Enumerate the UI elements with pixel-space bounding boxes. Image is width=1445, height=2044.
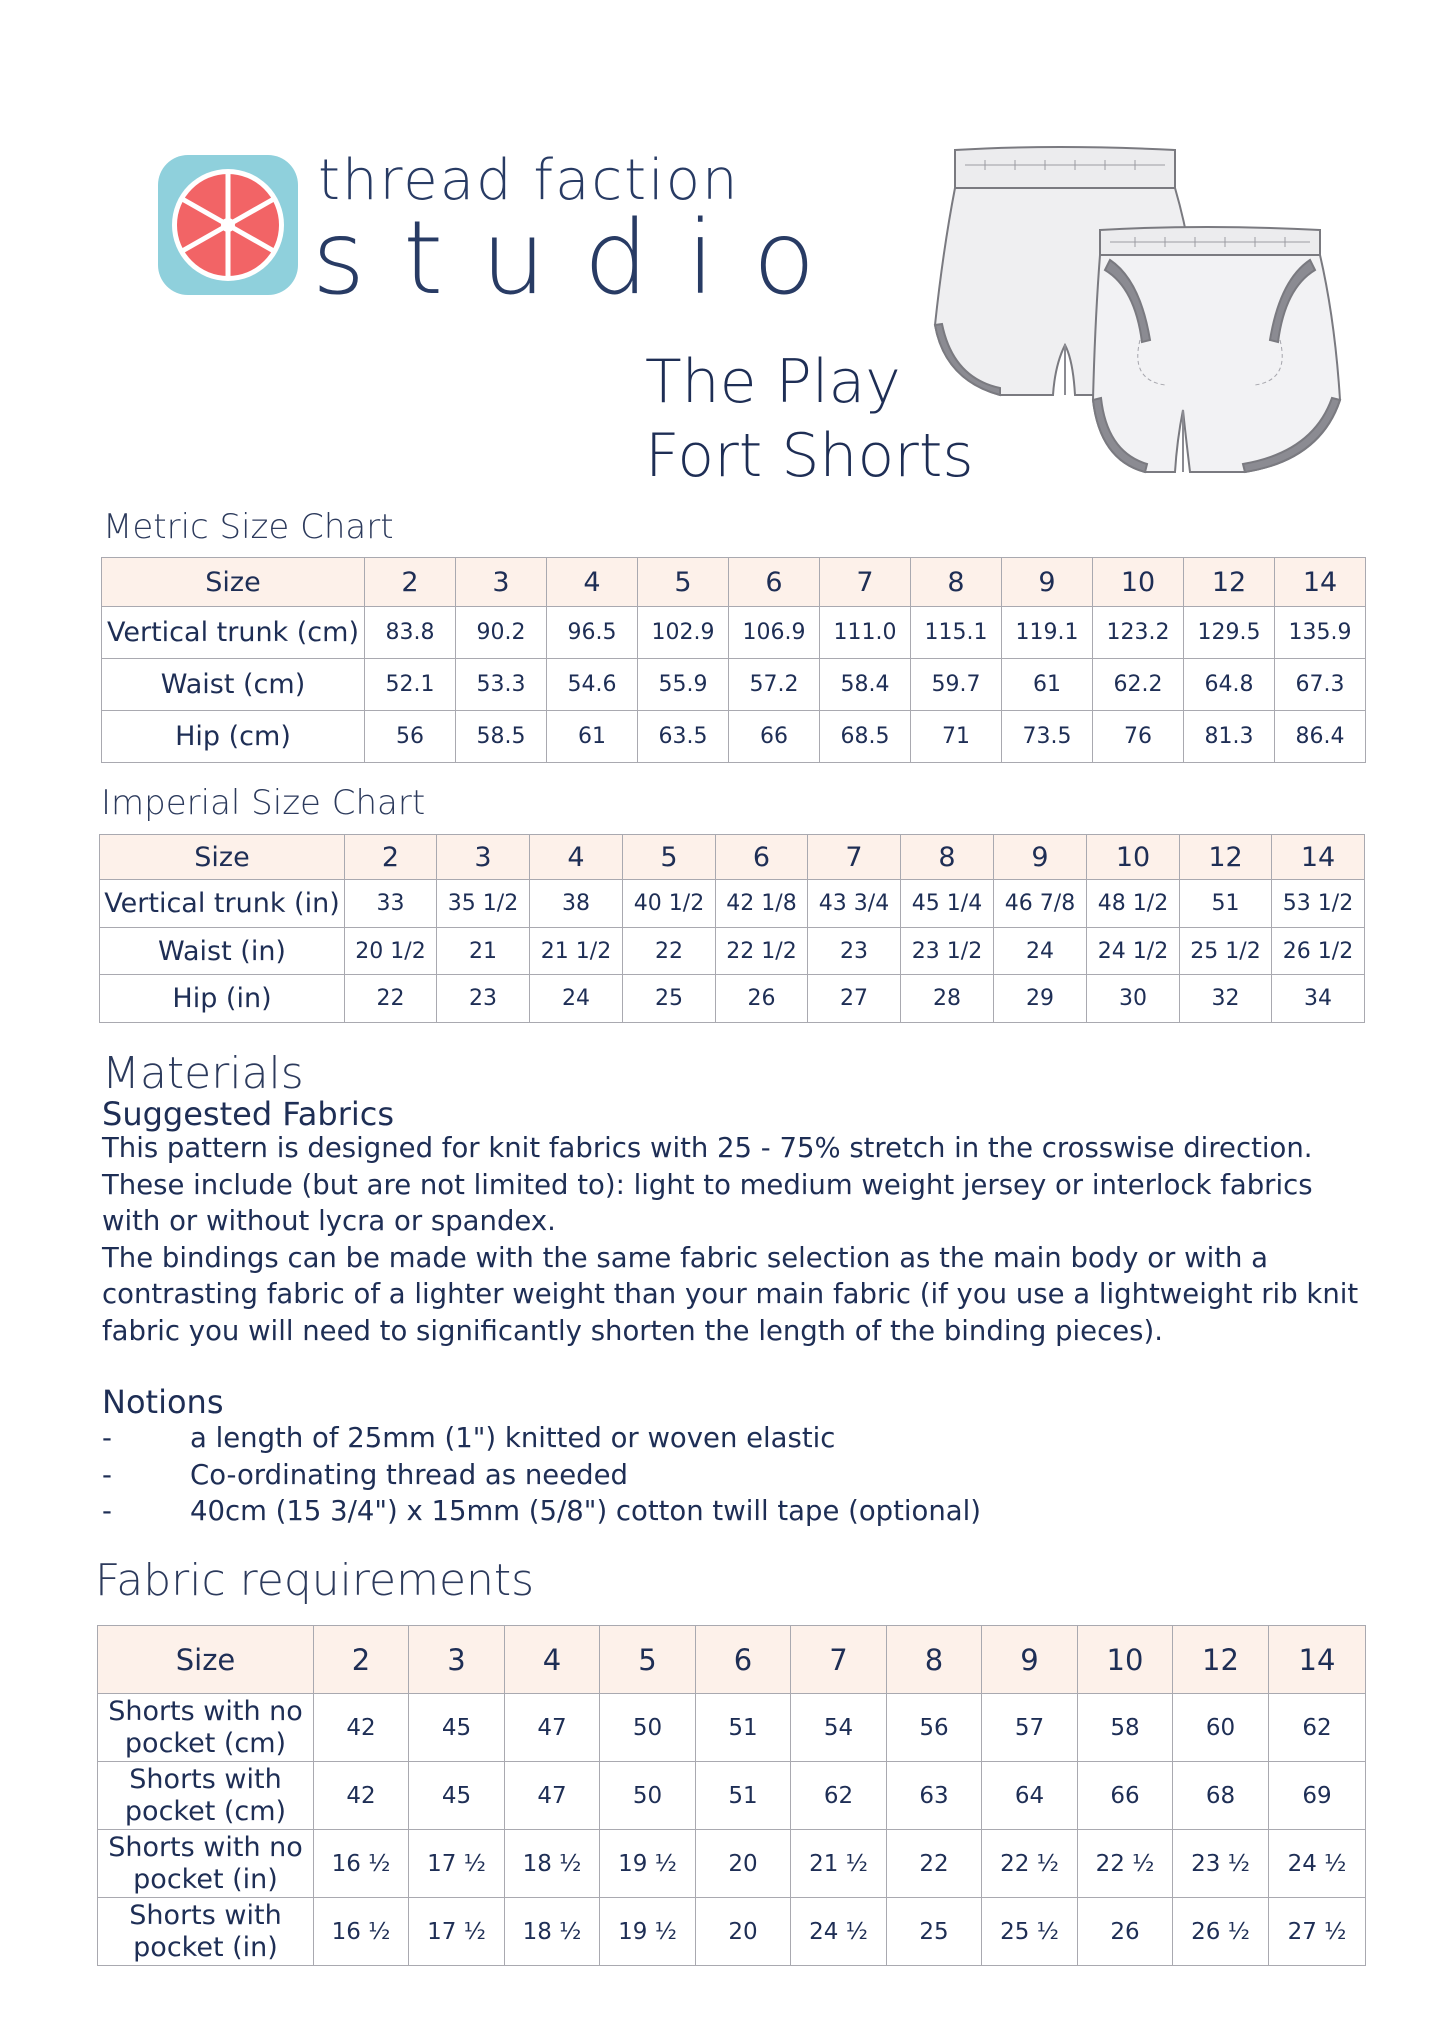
row-label: Shorts with no pocket (in) <box>98 1830 314 1898</box>
row-label: Hip (cm) <box>102 711 365 763</box>
row-label: Waist (cm) <box>102 659 365 711</box>
shorts-illustration <box>925 130 1345 490</box>
table-cell: 90.2 <box>456 607 547 659</box>
table-cell: 51 <box>696 1694 791 1762</box>
table-cell: 62 <box>1269 1694 1366 1762</box>
list-dash: - <box>102 1495 112 1527</box>
header-cell: 3 <box>409 1626 505 1694</box>
list-item-text: a length of 25mm (1") knitted or woven elastic <box>190 1422 836 1454</box>
table-cell: 24 ½ <box>791 1898 887 1966</box>
notions-list <box>102 1420 981 1530</box>
table-cell: 54.6 <box>547 659 638 711</box>
table-cell: 56 <box>887 1694 982 1762</box>
table-cell: 27 ½ <box>1269 1898 1366 1966</box>
table-cell: 119.1 <box>1002 607 1093 659</box>
table-cell: 24 <box>530 975 623 1023</box>
row-label: Shorts with pocket (in) <box>98 1898 314 1966</box>
header-cell: Size <box>98 1626 314 1694</box>
fabrics-paragraph: The bindings can be made with the same fabric selection as the main body or with a contrasting fabric of a lighter weight than your main fabric (if you use a lightweight rib knit fabric you will need to significantly shorten the length of the binding pieces). <box>102 1241 1359 1347</box>
header-cell: 6 <box>696 1626 791 1694</box>
table-cell: 51 <box>696 1762 791 1830</box>
header-cell: 3 <box>456 558 547 607</box>
header-cell: 7 <box>808 835 901 880</box>
table-cell: 22 <box>887 1830 982 1898</box>
header-cell: 8 <box>887 1626 982 1694</box>
table-cell: 58.5 <box>456 711 547 763</box>
table-cell: 61 <box>547 711 638 763</box>
table-cell: 23 <box>437 975 530 1023</box>
table-cell: 62 <box>791 1762 887 1830</box>
table-cell: 50 <box>600 1762 696 1830</box>
table-cell: 81.3 <box>1184 711 1275 763</box>
table-cell: 68.5 <box>820 711 911 763</box>
table-cell: 63 <box>887 1762 982 1830</box>
row-label: Shorts with pocket (cm) <box>98 1762 314 1830</box>
row-label: Vertical trunk (in) <box>100 880 345 928</box>
row-label: Waist (in) <box>100 928 345 975</box>
table-cell: 66 <box>729 711 820 763</box>
table-cell: 69 <box>1269 1762 1366 1830</box>
header-cell: 5 <box>638 558 729 607</box>
table-cell: 22 <box>345 975 437 1023</box>
table-row <box>98 1694 1366 1762</box>
table-cell: 53.3 <box>456 659 547 711</box>
table-cell: 64 <box>982 1762 1078 1830</box>
table-cell: 16 ½ <box>314 1898 409 1966</box>
table-cell: 22 <box>623 928 716 975</box>
list-item <box>102 1493 981 1530</box>
table-cell: 129.5 <box>1184 607 1275 659</box>
pattern-title-line2: Fort Shorts <box>645 421 974 491</box>
table-cell: 45 1/4 <box>901 880 994 928</box>
table-cell: 55.9 <box>638 659 729 711</box>
header-cell: 2 <box>314 1626 409 1694</box>
table-cell: 64.8 <box>1184 659 1275 711</box>
header-cell: 3 <box>437 835 530 880</box>
header-cell: 12 <box>1173 1626 1269 1694</box>
table-cell: 47 <box>505 1762 600 1830</box>
table-cell: 111.0 <box>820 607 911 659</box>
table-cell: 21 ½ <box>791 1830 887 1898</box>
table-cell: 20 <box>696 1830 791 1898</box>
header-cell: Size <box>102 558 365 607</box>
header-cell: 10 <box>1087 835 1180 880</box>
table-row <box>98 1830 1366 1898</box>
table-cell: 53 1/2 <box>1272 880 1365 928</box>
header-cell: 9 <box>982 1626 1078 1694</box>
table-cell: 54 <box>791 1694 887 1762</box>
table-cell: 61 <box>1002 659 1093 711</box>
table-cell: 58.4 <box>820 659 911 711</box>
suggested-fabrics-text <box>102 1130 1362 1349</box>
header-cell: 12 <box>1180 835 1272 880</box>
header-cell: 4 <box>547 558 638 607</box>
table-cell: 56 <box>365 711 456 763</box>
table-cell: 25 <box>623 975 716 1023</box>
table-cell: 58 <box>1078 1694 1173 1762</box>
fabric-requirements-heading: Fabric requirements <box>95 1555 535 1606</box>
header-cell: 14 <box>1269 1626 1366 1694</box>
table-cell: 17 ½ <box>409 1898 505 1966</box>
table-cell: 32 <box>1180 975 1272 1023</box>
header-cell: 2 <box>365 558 456 607</box>
table-cell: 63.5 <box>638 711 729 763</box>
row-label: Shorts with no pocket (cm) <box>98 1694 314 1762</box>
table-cell: 51 <box>1180 880 1272 928</box>
table-cell: 71 <box>911 711 1002 763</box>
table-row <box>98 1762 1366 1830</box>
table-cell: 43 3/4 <box>808 880 901 928</box>
table-cell: 135.9 <box>1275 607 1366 659</box>
table-cell: 73.5 <box>1002 711 1093 763</box>
header-cell: 6 <box>716 835 808 880</box>
table-row <box>102 659 1366 711</box>
table-cell: 102.9 <box>638 607 729 659</box>
header-cell: 7 <box>791 1626 887 1694</box>
list-item-text: Co-ordinating thread as needed <box>190 1458 628 1491</box>
list-dash: - <box>102 1458 112 1491</box>
list-item <box>102 1420 981 1457</box>
table-cell: 106.9 <box>729 607 820 659</box>
header-cell: 4 <box>505 1626 600 1694</box>
table-cell: 22 1/2 <box>716 928 808 975</box>
table-cell: 40 1/2 <box>623 880 716 928</box>
table-cell: 25 <box>887 1898 982 1966</box>
table-cell: 45 <box>409 1694 505 1762</box>
header-cell: 12 <box>1184 558 1275 607</box>
table-cell: 35 1/2 <box>437 880 530 928</box>
table-row <box>100 880 1365 928</box>
table-row <box>100 928 1365 975</box>
materials-heading: Materials <box>102 1048 304 1099</box>
header-cell: 6 <box>729 558 820 607</box>
table-cell: 38 <box>530 880 623 928</box>
table-cell: 115.1 <box>911 607 1002 659</box>
table-cell: 48 1/2 <box>1087 880 1180 928</box>
table-cell: 24 ½ <box>1269 1830 1366 1898</box>
table-cell: 42 <box>314 1694 409 1762</box>
header-cell: Size <box>100 835 345 880</box>
table-header-row <box>102 558 1366 607</box>
table-cell: 22 ½ <box>982 1830 1078 1898</box>
table-cell: 25 1/2 <box>1180 928 1272 975</box>
table-cell: 24 <box>994 928 1087 975</box>
table-cell: 34 <box>1272 975 1365 1023</box>
table-cell: 26 1/2 <box>1272 928 1365 975</box>
header-cell: 14 <box>1272 835 1365 880</box>
row-label: Hip (in) <box>100 975 345 1023</box>
table-cell: 24 1/2 <box>1087 928 1180 975</box>
metric-size-chart <box>101 557 1366 763</box>
table-cell: 29 <box>994 975 1087 1023</box>
table-row <box>102 711 1366 763</box>
table-cell: 45 <box>409 1762 505 1830</box>
table-cell: 23 ½ <box>1173 1830 1269 1898</box>
table-header-row <box>98 1626 1366 1694</box>
shorts-front-view <box>1093 227 1340 472</box>
table-cell: 57 <box>982 1694 1078 1762</box>
table-cell: 20 1/2 <box>345 928 437 975</box>
suggested-fabrics-heading: Suggested Fabrics <box>102 1095 394 1133</box>
table-cell: 47 <box>505 1694 600 1762</box>
table-cell: 26 ½ <box>1173 1898 1269 1966</box>
brand-name-line1: thread faction <box>318 148 740 213</box>
table-cell: 17 ½ <box>409 1830 505 1898</box>
table-cell: 18 ½ <box>505 1830 600 1898</box>
table-cell: 60 <box>1173 1694 1269 1762</box>
table-cell: 18 ½ <box>505 1898 600 1966</box>
table-cell: 21 1/2 <box>530 928 623 975</box>
metric-chart-label: Metric Size Chart <box>103 507 394 547</box>
table-cell: 123.2 <box>1093 607 1184 659</box>
table-cell: 25 ½ <box>982 1898 1078 1966</box>
table-cell: 57.2 <box>729 659 820 711</box>
table-cell: 42 <box>314 1762 409 1830</box>
imperial-chart-label: Imperial Size Chart <box>101 783 426 823</box>
table-cell: 26 <box>1078 1898 1173 1966</box>
table-row <box>98 1898 1366 1966</box>
header-cell: 8 <box>901 835 994 880</box>
table-cell: 59.7 <box>911 659 1002 711</box>
table-cell: 46 7/8 <box>994 880 1087 928</box>
table-cell: 66 <box>1078 1762 1173 1830</box>
table-cell: 23 1/2 <box>901 928 994 975</box>
table-cell: 52.1 <box>365 659 456 711</box>
table-cell: 21 <box>437 928 530 975</box>
table-cell: 23 <box>808 928 901 975</box>
table-cell: 62.2 <box>1093 659 1184 711</box>
table-cell: 19 ½ <box>600 1830 696 1898</box>
table-cell: 83.8 <box>365 607 456 659</box>
header-cell: 10 <box>1078 1626 1173 1694</box>
header-cell: 5 <box>623 835 716 880</box>
table-cell: 86.4 <box>1275 711 1366 763</box>
table-row <box>100 975 1365 1023</box>
notions-heading: Notions <box>102 1383 224 1421</box>
table-cell: 27 <box>808 975 901 1023</box>
brand-name-line2: studio <box>312 199 854 318</box>
table-cell: 22 ½ <box>1078 1830 1173 1898</box>
header-cell: 2 <box>345 835 437 880</box>
table-cell: 96.5 <box>547 607 638 659</box>
table-cell: 76 <box>1093 711 1184 763</box>
table-cell: 28 <box>901 975 994 1023</box>
header-cell: 9 <box>1002 558 1093 607</box>
fabrics-paragraph: This pattern is designed for knit fabrics with 25 - 75% stretch in the crosswise direction. These include (but are not limited to): light to medium weight jersey or interlock fabrics with or without lycra or spandex. <box>102 1132 1313 1237</box>
table-cell: 30 <box>1087 975 1180 1023</box>
table-cell: 26 <box>716 975 808 1023</box>
list-item <box>102 1457 981 1494</box>
table-header-row <box>100 835 1365 880</box>
fabric-requirements-table <box>97 1625 1366 1966</box>
table-row <box>102 607 1366 659</box>
header-cell: 4 <box>530 835 623 880</box>
grapefruit-slice-icon <box>158 155 298 295</box>
row-label: Vertical trunk (cm) <box>102 607 365 659</box>
pattern-title-line1: The Play <box>645 347 901 417</box>
table-cell: 67.3 <box>1275 659 1366 711</box>
table-cell: 20 <box>696 1898 791 1966</box>
table-cell: 42 1/8 <box>716 880 808 928</box>
table-cell: 16 ½ <box>314 1830 409 1898</box>
header-cell: 5 <box>600 1626 696 1694</box>
table-cell: 68 <box>1173 1762 1269 1830</box>
header-cell: 9 <box>994 835 1087 880</box>
list-item-text: 40cm (15 3/4") x 15mm (5/8") cotton twill tape (optional) <box>190 1495 982 1527</box>
imperial-size-chart <box>99 834 1365 1023</box>
table-cell: 50 <box>600 1694 696 1762</box>
list-dash: - <box>102 1422 112 1454</box>
header-cell: 7 <box>820 558 911 607</box>
table-cell: 19 ½ <box>600 1898 696 1966</box>
header-cell: 14 <box>1275 558 1366 607</box>
table-cell: 33 <box>345 880 437 928</box>
header-cell: 8 <box>911 558 1002 607</box>
header-cell: 10 <box>1093 558 1184 607</box>
